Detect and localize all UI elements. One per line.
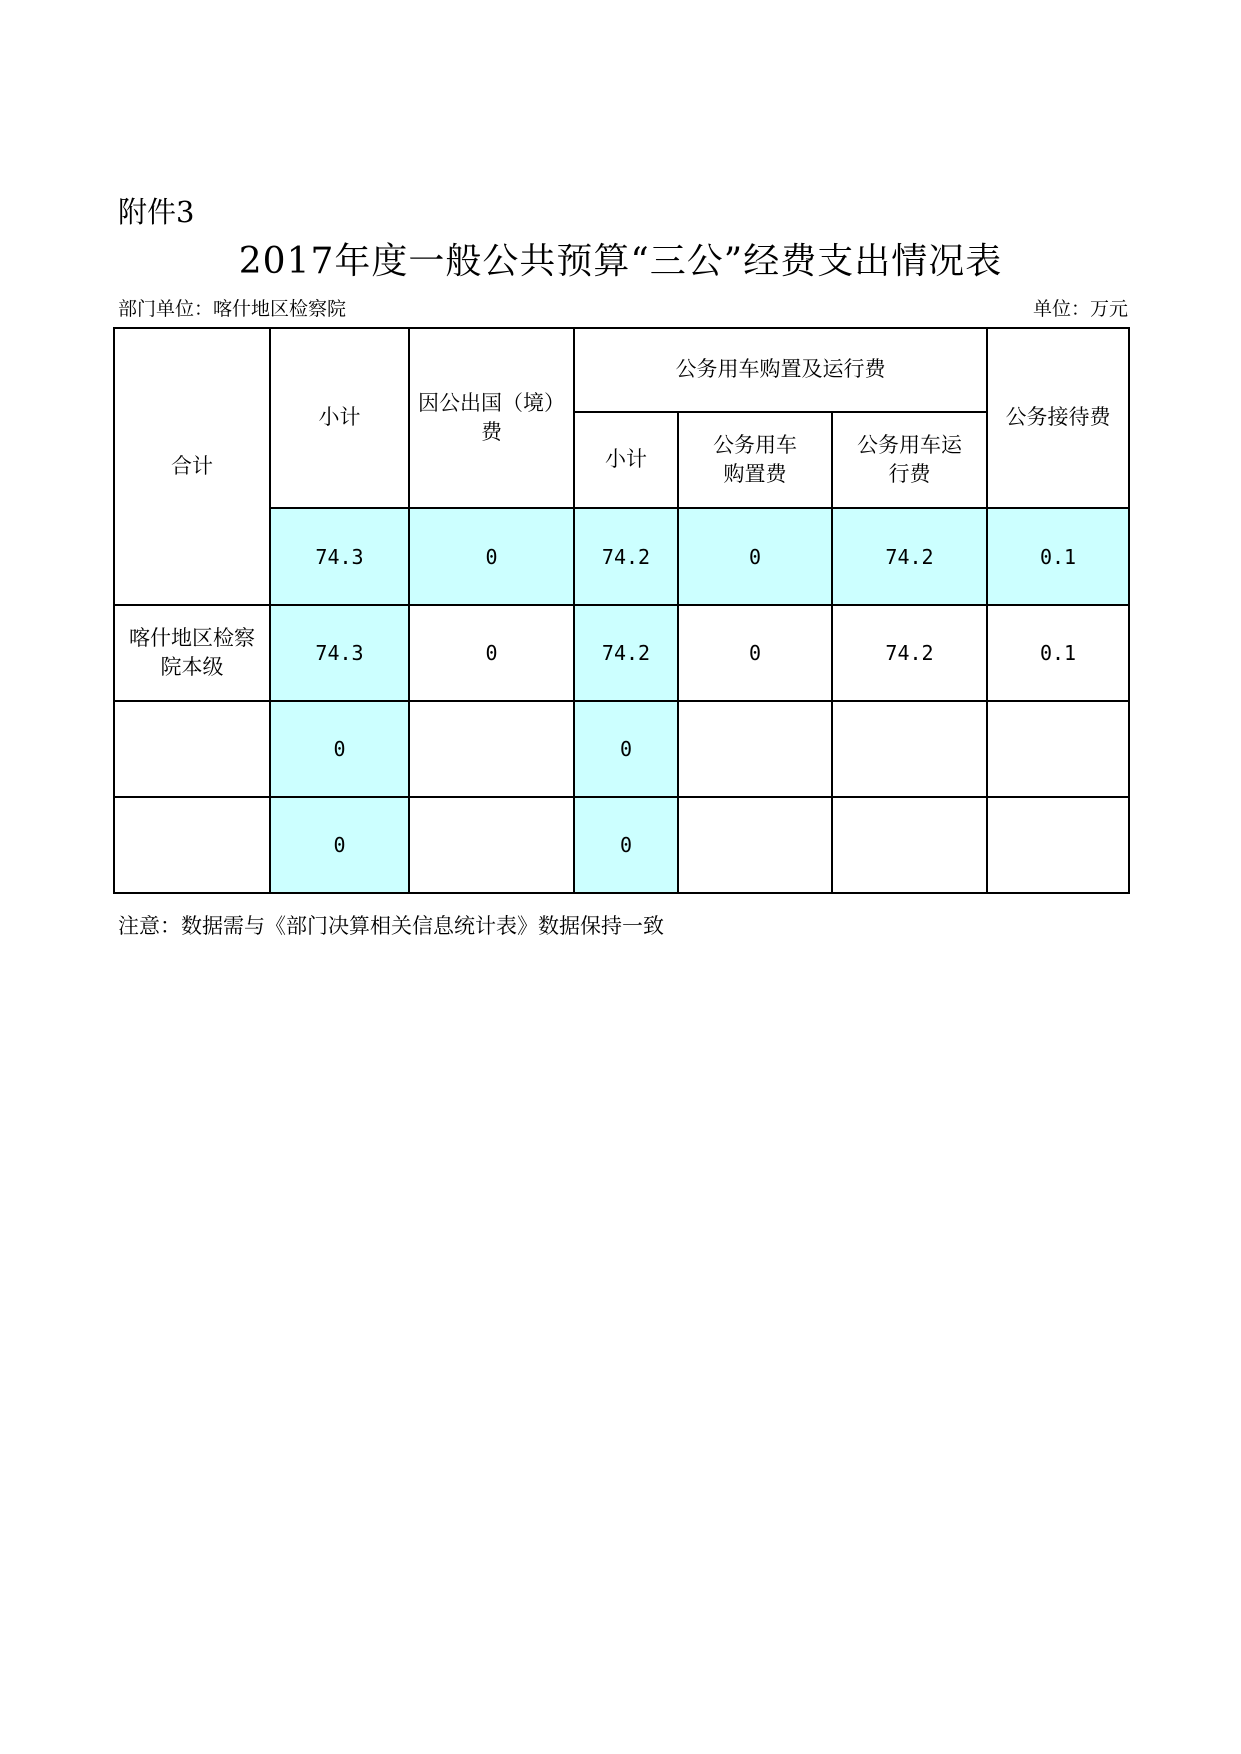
row-travel-abroad-cell: 0 <box>409 605 574 701</box>
table-row <box>114 605 1129 701</box>
department-label: 部门单位：喀什地区检察院 <box>118 298 347 320</box>
row-vehicle-subtotal-cell: 74.2 <box>574 605 678 701</box>
header-total: 合计 <box>114 328 270 605</box>
row-name-cell <box>114 701 270 797</box>
row-name-cell <box>114 797 270 893</box>
row-vehicle-operation-cell: 74.2 <box>832 605 987 701</box>
total-travel-abroad-cell: 0 <box>409 508 574 605</box>
table-row <box>114 797 1129 893</box>
row-subtotal-cell: 0 <box>270 797 409 893</box>
unit-label: 单位：万元 <box>1032 298 1128 320</box>
total-vehicle-purchase-cell: 0 <box>678 508 832 605</box>
header-travel-abroad: 因公出国（境）费 <box>409 328 574 508</box>
row-name-cell: 喀什地区检察院本级 <box>114 605 270 701</box>
header-vehicle-group: 公务用车购置及运行费 <box>574 328 987 412</box>
total-vehicle-operation-cell: 74.2 <box>832 508 987 605</box>
page-title: 2017年度一般公共预算“三公”经费支出情况表 <box>238 241 1003 282</box>
header-vehicle-operation: 公务用车运行费 <box>832 412 987 508</box>
row-vehicle-purchase-cell <box>678 797 832 893</box>
row-vehicle-subtotal-cell: 0 <box>574 701 678 797</box>
row-reception-cell <box>987 701 1129 797</box>
header-vehicle-purchase: 公务用车购置费 <box>678 412 832 508</box>
row-vehicle-subtotal-cell: 0 <box>574 797 678 893</box>
footer-note: 注意：数据需与《部门决算相关信息统计表》数据保持一致 <box>118 914 664 938</box>
header-vehicle-subtotal: 小计 <box>574 412 678 508</box>
row-travel-abroad-cell <box>409 701 574 797</box>
expense-table <box>113 327 1130 894</box>
row-travel-abroad-cell <box>409 797 574 893</box>
total-subtotal-cell: 74.3 <box>270 508 409 605</box>
row-vehicle-operation-cell <box>832 797 987 893</box>
row-vehicle-purchase-cell <box>678 701 832 797</box>
row-vehicle-purchase-cell: 0 <box>678 605 832 701</box>
attachment-label: 附件3 <box>118 195 195 229</box>
total-vehicle-subtotal-cell: 74.2 <box>574 508 678 605</box>
row-subtotal-cell: 0 <box>270 701 409 797</box>
row-reception-cell: 0.1 <box>987 605 1129 701</box>
row-subtotal-cell: 74.3 <box>270 605 409 701</box>
total-reception-cell: 0.1 <box>987 508 1129 605</box>
header-subtotal: 小计 <box>270 328 409 508</box>
header-reception: 公务接待费 <box>987 328 1129 508</box>
row-vehicle-operation-cell <box>832 701 987 797</box>
table-row <box>114 701 1129 797</box>
row-reception-cell <box>987 797 1129 893</box>
